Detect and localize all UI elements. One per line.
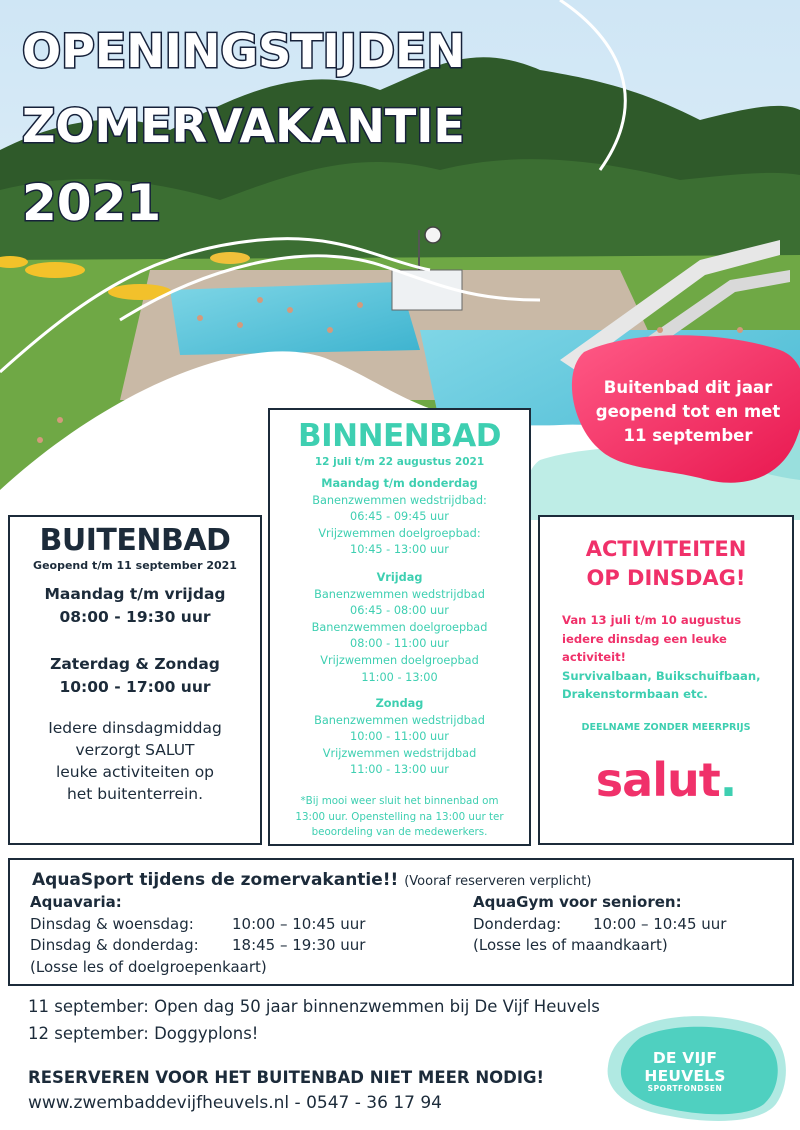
binnenbad-footnote xyxy=(276,794,523,841)
weekday-label: Maandag t/m vrijdag xyxy=(44,585,226,603)
schedule-time: 10:00 – 10:45 uur xyxy=(593,914,727,933)
pink-badge-line-2: geopend tot en met xyxy=(595,402,781,421)
desc-line: Van 13 juli t/m 10 augustus xyxy=(562,613,742,627)
desc-line: activiteit! xyxy=(562,650,626,664)
salut-word: salut xyxy=(595,753,720,807)
aquavaria-heading: Aquavaria: xyxy=(30,893,122,911)
schedule-line: 06:45 - 09:45 uur xyxy=(350,510,449,524)
activiteiten-description xyxy=(562,611,786,704)
pink-badge xyxy=(572,376,800,448)
salut-dot: . xyxy=(719,753,737,807)
website-and-phone[interactable]: www.zwembaddevijfheuvels.nl - 0547 - 36 17 94 xyxy=(28,1093,443,1113)
schedule-line: 11:00 - 13:00 uur xyxy=(350,763,449,777)
title-line-3: 2021 xyxy=(22,174,162,232)
binnenbad-title: BINNENBAD xyxy=(297,418,502,454)
logo-main-text: DE VIJF HEUVELS xyxy=(644,1049,726,1085)
aquasport-reservation-note: (Vooraf reserveren verplicht) xyxy=(404,874,592,889)
title-line: OP DINSDAG! xyxy=(586,566,746,590)
pink-badge-line-1: Buitenbad dit jaar xyxy=(603,378,773,397)
section-heading: Maandag t/m donderdag xyxy=(321,477,478,490)
aquavaria-schedule xyxy=(30,892,365,978)
deelname-note: DEELNAME ZONDER MEERPRIJS xyxy=(581,722,751,733)
schedule-line: 10:45 - 13:00 uur xyxy=(350,543,449,557)
weekend-label: Zaterdag & Zondag xyxy=(50,655,220,673)
schedule-line: Banenzwemmen wedstrijdbad: xyxy=(312,493,487,507)
footnote-line: beoordeling van de medewerkers. xyxy=(311,826,488,838)
weekday-hours xyxy=(10,583,260,629)
schedule-line: 11:00 - 13:00 xyxy=(361,670,438,684)
schedule-time: 10:00 – 10:45 uur xyxy=(232,914,366,933)
schedule-day: Dinsdag & woensdag: xyxy=(30,914,194,933)
reservation-notice: RESERVEREN VOOR HET BUITENBAD NIET MEER NODIG! xyxy=(28,1068,545,1087)
aquasport-title xyxy=(32,870,591,890)
schedule-line: Vrijzwemmen wedstrijdbad xyxy=(322,746,477,760)
logo-sub-text: SPORTFONDSEN xyxy=(647,1084,723,1093)
weekend-hours xyxy=(10,653,260,699)
weekday-time: 08:00 - 19:30 uur xyxy=(59,608,211,626)
aquasport-heading: AquaSport tijdens de zomervakantie!! xyxy=(32,870,399,890)
schedule-row xyxy=(30,935,365,957)
desc-line: Survivalbaan, Buikschuifbaan, xyxy=(562,668,761,683)
schedule-line: 06:45 - 08:00 uur xyxy=(350,604,449,618)
desc-line: iedere dinsdag een leuke xyxy=(562,631,727,646)
note-line: leuke activiteiten op xyxy=(55,763,215,781)
note-line: het buitenterrein. xyxy=(66,785,204,803)
schedule-mon-thu xyxy=(270,476,529,559)
binnenbad-panel xyxy=(268,408,531,846)
schedule-day: Donderdag: xyxy=(473,914,562,933)
vijf-heuvels-logo xyxy=(610,1049,760,1093)
aquagym-heading: AquaGym voor senioren: xyxy=(473,893,682,911)
title-line-2: ZOMERVAKANTIE xyxy=(22,99,465,153)
activiteiten-title xyxy=(540,535,792,593)
pink-badge-line-3: 11 september xyxy=(623,426,753,445)
doggyplons-announcement: 12 september: Doggyplons! xyxy=(28,1024,259,1043)
desc-line: Drakenstormbaan etc. xyxy=(562,687,708,701)
schedule-line: 10:00 - 11:00 uur xyxy=(350,730,449,744)
section-heading: Vrijdag xyxy=(376,571,423,584)
schedule-line: Vrijzwemmen doelgroepbad: xyxy=(318,526,481,540)
schedule-time: 18:45 – 19:30 uur xyxy=(232,936,366,954)
schedule-sunday xyxy=(270,696,529,779)
aquavaria-note: (Losse les of doelgroepenkaart) xyxy=(30,957,267,976)
buitenbad-activity-note xyxy=(10,717,260,805)
aquasport-panel xyxy=(8,858,794,986)
schedule-line: Banenzwemmen doelgroepbad xyxy=(311,620,488,634)
buitenbad-panel xyxy=(8,515,262,845)
title-line: ACTIVITEITEN xyxy=(585,537,747,561)
title-line-1: OPENINGSTIJDEN xyxy=(22,24,465,78)
note-line: verzorgt SALUT xyxy=(75,741,195,759)
schedule-friday xyxy=(270,570,529,686)
schedule-line: Banenzwemmen wedstrijdbad xyxy=(314,713,485,727)
footnote-line: 13:00 uur. Openstelling na 13:00 uur ter xyxy=(295,810,504,823)
schedule-line: Banenzwemmen wedstrijdbad xyxy=(314,587,485,601)
weekend-time: 10:00 - 17:00 uur xyxy=(59,678,211,696)
salut-logo xyxy=(540,753,792,807)
aquagym-note: (Losse les of maandkaart) xyxy=(473,936,668,954)
note-line: Iedere dinsdagmiddag xyxy=(48,719,222,737)
schedule-line: Vrijzwemmen doelgroepbad xyxy=(320,653,479,667)
schedule-row xyxy=(30,914,365,936)
aquagym-schedule xyxy=(473,892,726,957)
footnote-line: *Bij mooi weer sluit het binnenbad om xyxy=(300,795,499,807)
section-heading: Zondag xyxy=(375,697,424,710)
binnenbad-subtitle: 12 juli t/m 22 augustus 2021 xyxy=(314,456,485,468)
schedule-row xyxy=(473,914,726,936)
buitenbad-title: BUITENBAD xyxy=(39,523,231,558)
buitenbad-subtitle: Geopend t/m 11 september 2021 xyxy=(33,559,237,572)
open-day-announcement: 11 september: Open dag 50 jaar binnenzwemmen bij De Vijf Heuvels xyxy=(28,997,600,1016)
activiteiten-panel xyxy=(538,515,794,845)
schedule-day: Dinsdag & donderdag: xyxy=(30,936,199,954)
schedule-line: 08:00 - 11:00 uur xyxy=(350,637,449,651)
